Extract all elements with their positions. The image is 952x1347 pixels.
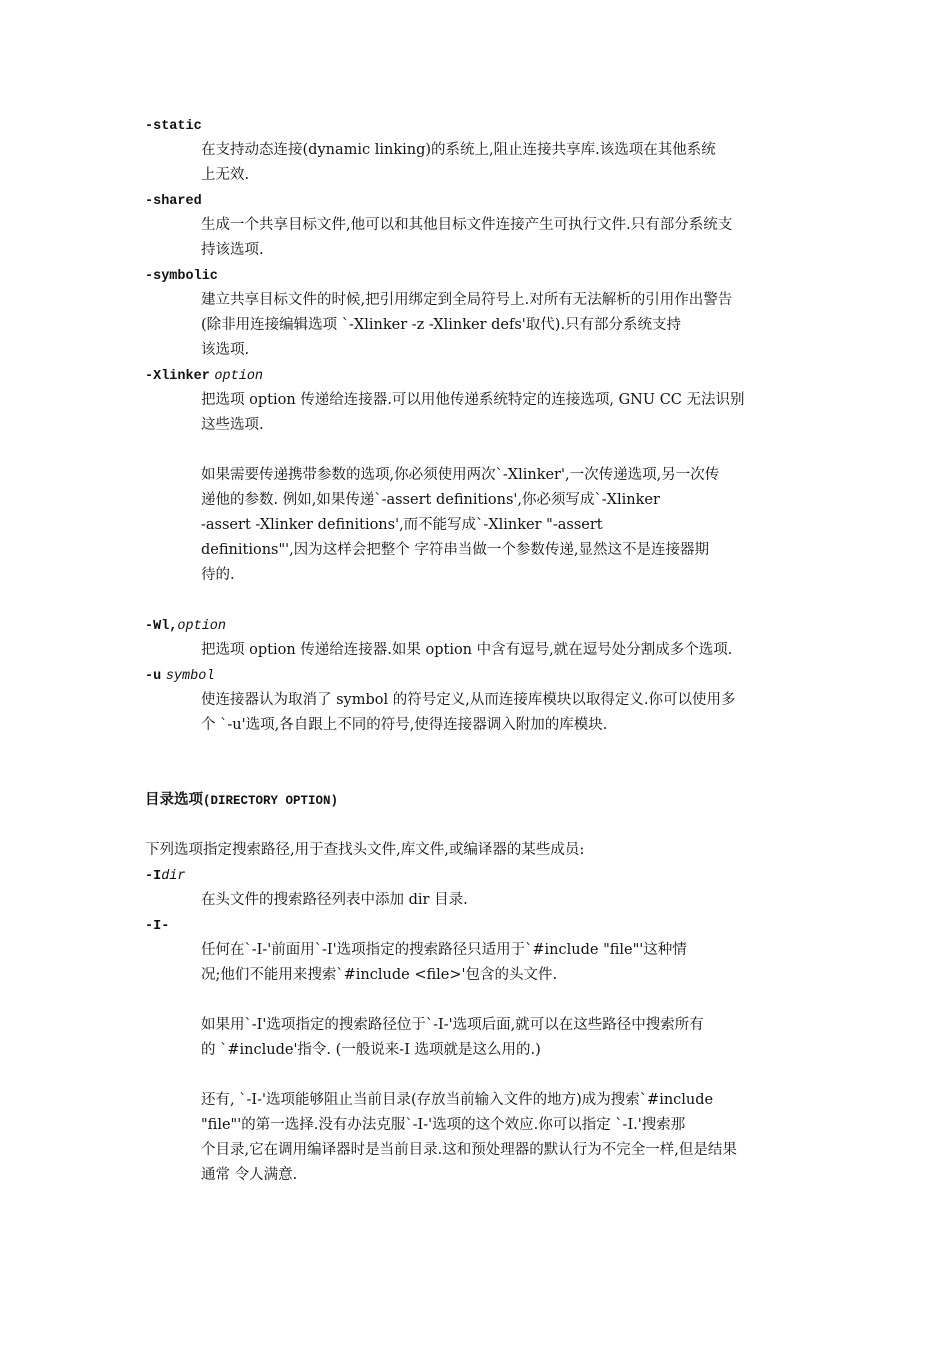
spacer bbox=[145, 738, 815, 788]
option-flag: -I- bbox=[145, 919, 170, 934]
option-desc-line: 持该选项. bbox=[201, 242, 264, 258]
option-desc-line: 把选项 option 传递给连接器.可以用他传递系统特定的连接选项, GNU CC 无法识别 bbox=[201, 392, 745, 408]
section-heading-en: (DIRECTORY OPTION) bbox=[203, 794, 339, 808]
option-desc-line: 生成一个共享目标文件,他可以和其他目标文件连接产生可执行文件.只有部分系统支 bbox=[201, 217, 733, 233]
option-desc-line: 任何在`-I-'前面用`-I'选项指定的搜索路径只适用于`#include "file"'这种情 bbox=[201, 942, 687, 958]
option-desc-line: 上无效. bbox=[201, 167, 250, 183]
option-desc-line: 递他的参数. 例如,如果传递`-assert definitions',你必须写成`-Xlinker bbox=[201, 492, 660, 508]
option-desc-line: "file"'的第一选择.没有办法克服`-I-'选项的这个效应.你可以指定 `-I.'搜索那 bbox=[201, 1117, 686, 1133]
option-arg: option bbox=[177, 619, 227, 634]
option-desc-line: 还有, `-I-'选项能够阻止当前目录(存放当前输入文件的地方)成为搜索`#include bbox=[201, 1092, 714, 1108]
option-desc-line: -assert -Xlinker definitions',而不能写成`-Xlinker "-assert bbox=[201, 517, 603, 533]
option-flag: -symbolic bbox=[145, 269, 218, 284]
option-arg: option bbox=[214, 369, 264, 384]
option-desc-line: 把选项 option 传递给连接器.如果 option 中含有逗号,就在逗号处分割成多个选项. bbox=[201, 642, 733, 658]
option-desc-line: (除非用连接编辑选项 `-Xlinker -z -Xlinker defs'取代).只有部分系统支持 bbox=[201, 317, 682, 333]
document-body bbox=[145, 113, 815, 1188]
option-desc-line: 在支持动态连接(dynamic linking)的系统上,阻止连接共享库.该选项在其他系统 bbox=[201, 142, 716, 158]
spacer bbox=[145, 438, 815, 463]
section-intro: 下列选项指定搜索路径,用于查找头文件,库文件,或编译器的某些成员: bbox=[145, 842, 585, 858]
option-desc-line: 使连接器认为取消了 symbol 的符号定义,从而连接库模块以取得定义.你可以使用多 bbox=[201, 692, 736, 708]
option-desc-line: 如果需要传递携带参数的选项,你必须使用两次`-Xlinker',一次传递选项,另一次传 bbox=[201, 467, 720, 483]
section-heading-cn: 目录选项 bbox=[145, 792, 203, 808]
option-flag: -static bbox=[145, 119, 202, 134]
option-shared bbox=[145, 188, 815, 213]
option-desc-line: definitions"',因为这样会把整个 字符串当做一个参数传递,显然这不是连接器期 bbox=[201, 542, 709, 558]
option-static bbox=[145, 113, 815, 138]
option-flag: -Wl, bbox=[145, 619, 178, 634]
option-symbolic bbox=[145, 263, 815, 288]
option-desc-line: 该选项. bbox=[201, 342, 250, 358]
option-desc-line: 建立共享目标文件的时候,把引用绑定到全局符号上.对所有无法解析的引用作出警告 bbox=[201, 292, 733, 308]
option-desc-line: 的 `#include'指令. (一般说来-I 选项就是这么用的.) bbox=[201, 1042, 541, 1058]
option-flag: -shared bbox=[145, 194, 202, 209]
option-iminus bbox=[145, 913, 815, 938]
option-arg: dir bbox=[161, 869, 186, 884]
option-desc-line: 在头文件的搜索路径列表中添加 dir 目录. bbox=[201, 892, 468, 908]
option-desc-line: 如果用`-I'选项指定的搜索路径位于`-I-'选项后面,就可以在这些路径中搜索所有 bbox=[201, 1017, 704, 1033]
option-flag: -Xlinker bbox=[145, 369, 210, 384]
option-idir bbox=[145, 863, 815, 888]
spacer bbox=[145, 988, 815, 1013]
option-desc-line: 况;他们不能用来搜索`#include <file>'包含的头文件. bbox=[201, 967, 558, 983]
option-desc-line: 通常 令人满意. bbox=[201, 1167, 298, 1183]
option-flag: -I bbox=[145, 869, 162, 884]
option-arg: symbol bbox=[165, 669, 215, 684]
option-desc-line: 这些选项. bbox=[201, 417, 264, 433]
option-xlinker bbox=[145, 363, 815, 388]
option-u bbox=[145, 663, 815, 688]
option-wl bbox=[145, 613, 815, 638]
option-desc-line: 个目录,它在调用编译器时是当前目录.这和预处理器的默认行为不完全一样,但是结果 bbox=[201, 1142, 737, 1158]
section-heading bbox=[145, 788, 815, 813]
spacer bbox=[145, 813, 815, 838]
option-desc-line: 个 `-u'选项,各自跟上不同的符号,使得连接器调入附加的库模块. bbox=[201, 717, 608, 733]
spacer bbox=[145, 1063, 815, 1088]
option-desc-line: 待的. bbox=[201, 567, 235, 583]
spacer bbox=[145, 588, 815, 613]
option-flag: -u bbox=[145, 669, 162, 684]
